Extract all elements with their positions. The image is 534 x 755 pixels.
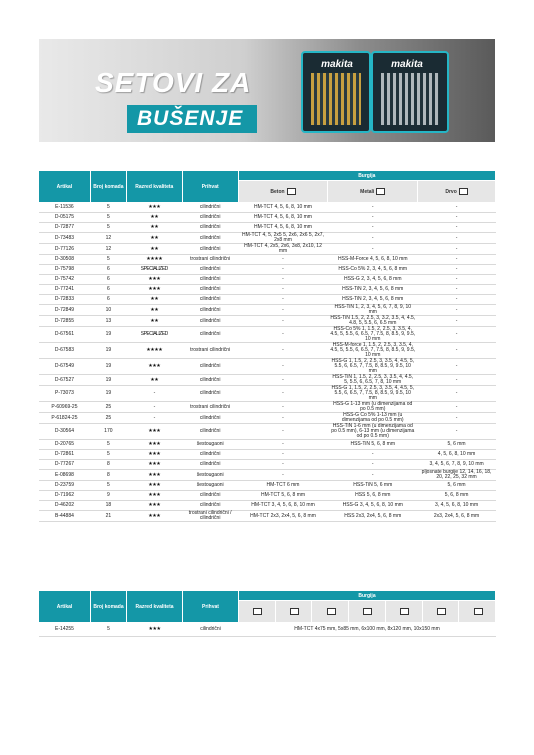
- cell: 5: [90, 203, 126, 213]
- cell: trostrani cilindrični: [182, 255, 238, 265]
- cell: HM-TCT 4, 2x5, 2x6, 3x8, 2x10, 12 mm: [238, 244, 328, 255]
- cell: cilindrični: [182, 460, 238, 470]
- cell: D-72861: [39, 450, 91, 460]
- cell: 19: [90, 327, 126, 343]
- cell: 18: [90, 501, 126, 511]
- cell: -: [418, 223, 496, 233]
- header-banner: [39, 39, 495, 142]
- cell: D-30564: [39, 424, 91, 440]
- col-razred: Razred kvaliteta: [126, 171, 182, 203]
- cell: 19: [90, 359, 126, 375]
- drill-sets-table: [38, 170, 496, 522]
- cell: D-72833: [39, 295, 91, 305]
- cell: -: [238, 440, 328, 450]
- drill-bit-box-image-2: [371, 51, 449, 133]
- cell: cilindrični: [182, 359, 238, 375]
- cell: D-73483: [39, 233, 91, 244]
- brand-logo-2: makita: [391, 59, 423, 70]
- cell: D-75798: [39, 265, 91, 275]
- col-artikal: Artikal: [39, 171, 91, 203]
- cell: -: [418, 327, 496, 343]
- cell: HSS-G Co 5% 1-13 mm (u dimenzijama od po 0.5 mm): [328, 413, 418, 424]
- wood-icon: [459, 188, 468, 195]
- cell: ★★★: [126, 470, 182, 481]
- cell: E-11536: [39, 203, 91, 213]
- table-row: [39, 213, 496, 223]
- cell: HM-TCT 4, 5, 6, 8, 10 mm: [238, 223, 328, 233]
- cell: HSS-Co 5% 1, 1.5, 2, 2.5, 3, 3.5, 4, 4.5, 5, 5.5, 6, 6.5, 7, 7.5, 8, 8.5, 9, 9.5, 10 mm: [328, 327, 418, 343]
- cell: ★★: [126, 244, 182, 255]
- cell: ★★: [126, 213, 182, 223]
- cell: ★★★: [126, 501, 182, 511]
- cell: ★★★: [126, 359, 182, 375]
- cell: D-67549: [39, 359, 91, 375]
- table-row: [39, 440, 496, 450]
- cell: HSS-TiN 1-6 mm (u dimenzijama od po 0.5 mm), 6-13 mm (u dimenzijama od po 0.5 mm): [328, 424, 418, 440]
- table-row: [39, 275, 496, 285]
- table-row: [39, 327, 496, 343]
- table-row: [39, 481, 496, 491]
- cell: cilindrični: [182, 295, 238, 305]
- col-burgija: Burgija: [238, 171, 495, 181]
- cell: HM-TCT 2x3, 2x4, 5, 6, 8 mm: [238, 511, 328, 522]
- cell: HSS-TiN 2, 3, 4, 5, 6, 8 mm: [328, 295, 418, 305]
- cell: -: [418, 359, 496, 375]
- cell: 6: [90, 285, 126, 295]
- cell: -: [418, 255, 496, 265]
- material-icon-1: [253, 608, 262, 615]
- col-burgija-2: Burgija: [239, 591, 496, 601]
- cell: -: [238, 265, 328, 275]
- cell: -: [238, 470, 328, 481]
- cell: -: [418, 233, 496, 244]
- cell: cilindrični: [182, 316, 238, 327]
- cell: HM-TCT 5, 6, 8 mm: [238, 491, 328, 501]
- cell: -: [328, 470, 418, 481]
- cell: -: [126, 386, 182, 402]
- cell: -: [238, 359, 328, 375]
- cell: D-77126: [39, 244, 91, 255]
- cell: 5: [90, 481, 126, 491]
- cell: -: [126, 402, 182, 413]
- brand-logo: makita: [321, 59, 353, 70]
- table-row: [39, 305, 496, 316]
- cell: cilindrični: [182, 424, 238, 440]
- cell: 5, 6 mm: [418, 440, 496, 450]
- banner-subtitle: BUŠENJE: [127, 105, 257, 133]
- concrete-icon: [287, 188, 296, 195]
- table-row: [39, 491, 496, 501]
- cell: ★★★: [126, 424, 182, 440]
- material-icon-2: [290, 608, 299, 615]
- cell: E-08698: [39, 470, 91, 481]
- col-prihvat-2: Prihvat: [183, 591, 239, 623]
- cell: P-73073: [39, 386, 91, 402]
- table-row: E-14255 5 ★★★ cilindrični HM-TCT 4x75 mm, 5x85 mm, 6x100 mm, 8x120 mm, 10x150 mm: [39, 623, 496, 637]
- cell: D-77267: [39, 460, 91, 470]
- cell: ★★: [126, 316, 182, 327]
- cell: 9: [90, 491, 126, 501]
- cell: D-75742: [39, 275, 91, 285]
- metal-icon: [376, 188, 385, 195]
- cell: -: [418, 424, 496, 440]
- col-metali: Metali: [328, 181, 418, 203]
- cell: -: [328, 223, 418, 233]
- cell: HSS-G 1, 1.5, 2, 2.5, 3, 3.5, 4, 4.5, 5, 5.5, 6, 6.5, 7, 7.5, 8, 8.5, 9, 9.5, 10 mm: [328, 359, 418, 375]
- cell: D-67527: [39, 375, 91, 386]
- table-row: [39, 203, 496, 213]
- cell: HSS-TiN 1, 2, 3, 4, 5, 6, 7, 8, 9, 10 mm: [328, 305, 418, 316]
- cell: -: [418, 275, 496, 285]
- table-row: [39, 295, 496, 305]
- table-row: [39, 223, 496, 233]
- material-icon-6: [437, 608, 446, 615]
- cell: -: [238, 402, 328, 413]
- cell: cilindrični: [182, 450, 238, 460]
- cell: D-72877: [39, 223, 91, 233]
- cell: D-46202: [39, 501, 91, 511]
- cell: -: [418, 285, 496, 295]
- cell: -: [418, 213, 496, 223]
- col-drvo: Drvo: [418, 181, 496, 203]
- cell: pljosnate burgije 12, 14, 16, 18, 20, 22, 25, 32 mm: [418, 470, 496, 481]
- cell: ★★: [126, 375, 182, 386]
- cell: -: [126, 413, 182, 424]
- cell: P-61824-25: [39, 413, 91, 424]
- cell: ★★★: [126, 203, 182, 213]
- cell: 5: [90, 213, 126, 223]
- cell: D-67583: [39, 343, 91, 359]
- cell: -: [238, 460, 328, 470]
- table-row: [39, 511, 496, 522]
- cell: cilindrični: [182, 223, 238, 233]
- cell: HSS 2x3, 2x4, 5, 6, 8 mm: [328, 511, 418, 522]
- cell: 8: [90, 460, 126, 470]
- cell: -: [238, 285, 328, 295]
- cell: HM-TCT 4, 5, 6, 8, 10 mm: [238, 203, 328, 213]
- table-row: [39, 343, 496, 359]
- cell: 19: [90, 386, 126, 402]
- table-row: [39, 386, 496, 402]
- col-razred-2: Razred kvaliteta: [127, 591, 183, 623]
- cell: ★★: [126, 305, 182, 316]
- cell: -: [238, 327, 328, 343]
- table-row: [39, 244, 496, 255]
- cell: 3, 4, 5, 6, 8, 10 mm: [418, 501, 496, 511]
- cell: -: [418, 375, 496, 386]
- cell: D-05175: [39, 213, 91, 223]
- table-row: [39, 450, 496, 460]
- cell: -: [238, 386, 328, 402]
- cell: HM-TCT 4, 5, 6, 8, 10 mm: [238, 213, 328, 223]
- table-row: [39, 233, 496, 244]
- cell: 5: [90, 223, 126, 233]
- cell: 5: [90, 440, 126, 450]
- cell: -: [418, 316, 496, 327]
- cell: ★★★: [126, 275, 182, 285]
- table-row: [39, 413, 496, 424]
- table-row: [39, 424, 496, 440]
- table-row: [39, 470, 496, 481]
- cell: HSS-TiN 1.5, 2, 2.5, 3, 3.2, 3.5, 4, 4.5, 4.8, 5, 5.5, 6, 6.5 mm: [328, 316, 418, 327]
- cell: cilindrični: [182, 375, 238, 386]
- cell: 25: [90, 413, 126, 424]
- table-row: [39, 285, 496, 295]
- cell: šestougaoni: [182, 481, 238, 491]
- drill-bit-box-image: [301, 51, 371, 133]
- cell: 19: [90, 343, 126, 359]
- cell: cilindrični: [182, 203, 238, 213]
- cell: HSS 5, 6, 8 mm: [328, 491, 418, 501]
- table-row: [39, 316, 496, 327]
- cell: -: [238, 275, 328, 285]
- cell: cilindrični: [182, 244, 238, 255]
- cell: 5: [90, 255, 126, 265]
- cell: 5: [90, 450, 126, 460]
- cell: ★★★: [126, 460, 182, 470]
- material-icon-4: [363, 608, 372, 615]
- cell: ★★★: [126, 450, 182, 460]
- cell: ★★: [126, 223, 182, 233]
- cell: cilindrični: [182, 413, 238, 424]
- cell: 12: [90, 244, 126, 255]
- cell: 19: [90, 375, 126, 386]
- cell: D-23759: [39, 481, 91, 491]
- col-prihvat: Prihvat: [182, 171, 238, 203]
- cell: ★★: [126, 295, 182, 305]
- banner-title: SETOVI ZA: [95, 67, 252, 98]
- cell: -: [418, 343, 496, 359]
- cell: 2x3, 2x4, 5, 6, 8 mm: [418, 511, 496, 522]
- cell: cilindrični: [182, 501, 238, 511]
- cell: cilindrični: [182, 305, 238, 316]
- cell: -: [418, 402, 496, 413]
- cell: HSS-Co 5% 2, 3, 4, 5, 6, 8 mm: [328, 265, 418, 275]
- cell: 25: [90, 402, 126, 413]
- cell: -: [238, 343, 328, 359]
- cell: D-71962: [39, 491, 91, 501]
- cell: P-60969-25: [39, 402, 91, 413]
- cell: SPECIALIZED: [126, 327, 182, 343]
- cell: trostrani cilindrični: [182, 343, 238, 359]
- cell: D-20765: [39, 440, 91, 450]
- cell: 170: [90, 424, 126, 440]
- cell: -: [238, 375, 328, 386]
- cell: -: [328, 244, 418, 255]
- table-row: [39, 460, 496, 470]
- cell: 10: [90, 305, 126, 316]
- cell: -: [418, 386, 496, 402]
- cell: -: [418, 265, 496, 275]
- table-row: [39, 265, 496, 275]
- table-row: [39, 359, 496, 375]
- cell: D-72855: [39, 316, 91, 327]
- cell: -: [328, 233, 418, 244]
- cell: trostrani cilindrični: [182, 402, 238, 413]
- cell: -: [238, 316, 328, 327]
- cell: cilindrični: [182, 285, 238, 295]
- cell: ★★★: [126, 481, 182, 491]
- cell: 6: [90, 275, 126, 285]
- cell: HSS-TiN 1, 1.5, 2, 2.5, 3, 3.5, 4, 4.5, 5, 5.5, 6, 6.5, 7, 8, 10 mm: [328, 375, 418, 386]
- cell: 5, 6 mm: [418, 481, 496, 491]
- cell: HSS-G 1, 1.5, 2, 2.5, 3, 3.5, 4, 4.5, 5, 5.5, 6, 6.5, 7, 7.5, 8, 8.5, 9, 9.5, 10 mm: [328, 386, 418, 402]
- cell: cilindrični: [182, 275, 238, 285]
- cell: ★★★: [126, 491, 182, 501]
- cell: -: [238, 255, 328, 265]
- cell: HSS-TiN 5, 6, 8 mm: [328, 440, 418, 450]
- cell: 12: [90, 233, 126, 244]
- cell: 3, 4, 5, 6, 7, 8, 9, 10 mm: [418, 460, 496, 470]
- material-icon-3: [327, 608, 336, 615]
- cell: D-67561: [39, 327, 91, 343]
- cell: cilindrični: [182, 233, 238, 244]
- col-beton: Beton: [238, 181, 328, 203]
- cell: cilindrični: [182, 327, 238, 343]
- table-row: [39, 501, 496, 511]
- cell: 21: [90, 511, 126, 522]
- cell: -: [418, 244, 496, 255]
- cell: cilindrični: [182, 491, 238, 501]
- cell: -: [238, 295, 328, 305]
- cell: -: [328, 213, 418, 223]
- table-row: [39, 255, 496, 265]
- table-row: [39, 375, 496, 386]
- cell: 5, 6, 8 mm: [418, 491, 496, 501]
- cell: HM-TCT 3, 4, 5, 6, 8, 10 mm: [238, 501, 328, 511]
- material-icon-7: [474, 608, 483, 615]
- cell: HSS-G 1-13 mm (u dimenzijama od po 0.5 mm): [328, 402, 418, 413]
- cell: HSS-TiN 2, 3, 4, 5, 6, 8 mm: [328, 285, 418, 295]
- cell: HSS-M-force 1, 1.5, 2, 2.5, 3, 3.5, 4, 4.5, 5, 5.5, 6, 6.5, 7, 7.5, 8, 8.5, 9, 9.5, 10 mm: [328, 343, 418, 359]
- cell: HSS-M-Force 4, 5, 6, 8, 10 mm: [328, 255, 418, 265]
- cell: 6: [90, 265, 126, 275]
- col-broj: Broj komada: [90, 171, 126, 203]
- cell: 8: [90, 470, 126, 481]
- cell: 4, 5, 6, 8, 10 mm: [418, 450, 496, 460]
- cell: -: [328, 203, 418, 213]
- cell: SPECIALIZED: [126, 265, 182, 275]
- material-icon-5: [400, 608, 409, 615]
- cell: ★★★: [126, 440, 182, 450]
- cell: -: [418, 305, 496, 316]
- cell: -: [238, 305, 328, 316]
- cell: HSS-G 2, 3, 4, 5, 6, 8 mm: [328, 275, 418, 285]
- cell: ★★★★: [126, 343, 182, 359]
- cell: cilindrični: [182, 386, 238, 402]
- cell: D-30508: [39, 255, 91, 265]
- cell: B-44884: [39, 511, 91, 522]
- cell: HSS-TiN 5, 6 mm: [328, 481, 418, 491]
- col-broj-2: Broj komada: [91, 591, 127, 623]
- cell: -: [418, 295, 496, 305]
- long-drill-table: [38, 590, 496, 637]
- cell: šestougaoni: [182, 440, 238, 450]
- cell: šestougaoni: [182, 470, 238, 481]
- col-artikal-2: Artikal: [39, 591, 91, 623]
- cell: ★★★: [126, 285, 182, 295]
- cell: -: [238, 450, 328, 460]
- cell: -: [238, 413, 328, 424]
- cell: -: [418, 203, 496, 213]
- cell: ★★★★: [126, 255, 182, 265]
- cell: cilindrični: [182, 213, 238, 223]
- table-row: [39, 402, 496, 413]
- cell: ★★: [126, 233, 182, 244]
- cell: -: [328, 460, 418, 470]
- cell: HSS-G 3, 4, 5, 6, 8, 10 mm: [328, 501, 418, 511]
- cell: D-72849: [39, 305, 91, 316]
- cell: 13: [90, 316, 126, 327]
- cell: D-77241: [39, 285, 91, 295]
- cell: -: [418, 413, 496, 424]
- cell: cilindrični: [182, 265, 238, 275]
- cell: -: [238, 424, 328, 440]
- cell: 6: [90, 295, 126, 305]
- cell: -: [328, 450, 418, 460]
- cell: HM-TCT 4, 5, 2x5 5, 2x6, 2x6 5, 2x7, 2x8 mm: [238, 233, 328, 244]
- cell: HM-TCT 6 mm: [238, 481, 328, 491]
- cell: ★★★: [126, 511, 182, 522]
- cell: trostrani cilindrični / cilindrični: [182, 511, 238, 522]
